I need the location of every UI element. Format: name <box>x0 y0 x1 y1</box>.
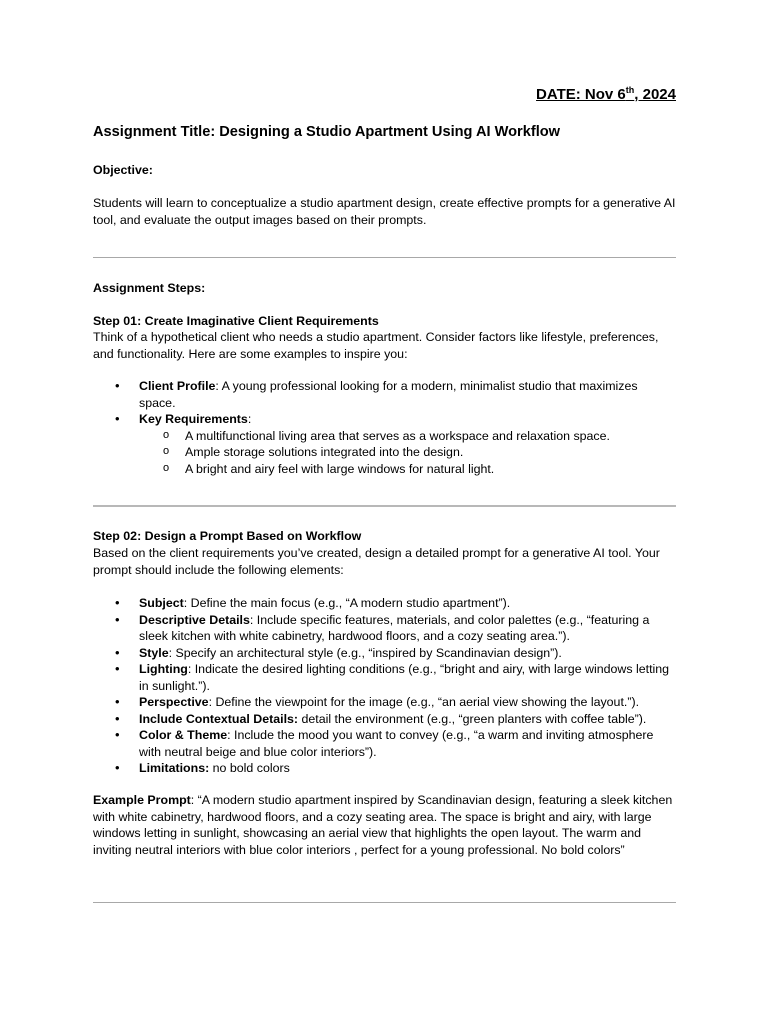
element-label: Lighting <box>139 662 188 676</box>
divider <box>93 902 676 903</box>
element-text: : Include specific features, materials, and color palettes (e.g., “featuring a sleek kitchen with white cabinetry, hardwood floors, and a cozy seating area.”). <box>139 612 650 643</box>
element-label: Limitations: <box>139 761 210 775</box>
sub-list-item: o Ample storage solutions integrated into the design. <box>93 444 676 461</box>
element-text: : Indicate the desired lighting conditions (e.g., “bright and airy, with large windows letting in sunlight.”). <box>139 662 670 693</box>
element-text: : Define the main focus (e.g., “A modern studio apartment”). <box>183 596 511 610</box>
date-text: DATE: Nov 6 <box>536 86 626 103</box>
sub-list-item: o A multifunctional living area that serves as a workspace and relaxation space. <box>93 428 676 445</box>
date-year: , 2024 <box>634 86 676 103</box>
steps-heading: Assignment Steps: <box>93 281 206 295</box>
element-label: Descriptive Details <box>139 612 250 627</box>
key-requirements-label: Key Requirements <box>139 412 248 426</box>
objective-heading: Objective: <box>93 163 153 177</box>
list-item <box>93 661 676 694</box>
list-item <box>93 760 676 777</box>
step2-heading: Step 02: Design a Prompt Based on Workflow <box>93 529 362 543</box>
assignment-title: Assignment Title: Designing a Studio Apartment Using AI Workflow <box>93 124 561 140</box>
element-label: Subject <box>139 596 184 610</box>
list-item <box>93 612 676 645</box>
element-text: no bold colors <box>209 761 290 775</box>
element-text: : Specify an architectural style (e.g., “inspired by Scandinavian design”). <box>168 645 562 660</box>
element-label: Perspective <box>139 695 209 709</box>
client-profile-text: : A young professional looking for a modern, minimalist studio that maximizes space. <box>139 379 638 410</box>
date-ordinal: th <box>625 85 635 95</box>
document-date <box>536 87 676 104</box>
step1-heading: Step 01: Create Imaginative Client Requirements <box>93 314 379 328</box>
example-prompt <box>93 792 676 858</box>
divider <box>93 257 676 258</box>
objective-text: Students will learn to conceptualize a studio apartment design, create effective prompts for a generative AI tool, and evaluate the output images based on their prompts. <box>93 196 676 227</box>
list-item <box>93 645 676 662</box>
list-item <box>93 378 676 411</box>
step2-intro: Based on the client requirements you’ve created, design a detailed prompt for a generative AI tool. Your prompt should include the following elements: <box>93 546 660 577</box>
example-prompt-label: Example Prompt <box>93 793 191 807</box>
sub-list-item: o A bright and airy feel with large windows for natural light. <box>93 461 676 478</box>
element-text: : Define the viewpoint for the image (e.g., “an aerial view showing the layout.”). <box>208 695 640 709</box>
element-text: : Include the mood you want to convey (e.g., “a warm and inviting atmosphere with neutral beige and blue color interiors”). <box>139 728 654 759</box>
element-text: detail the environment (e.g., “green planters with coffee table”). <box>298 711 647 726</box>
element-label: Style <box>139 645 169 660</box>
step1-list <box>93 378 676 477</box>
divider <box>93 505 676 507</box>
list-item <box>93 711 676 728</box>
client-profile-label: Client Profile <box>139 379 216 393</box>
key-requirements-colon: : <box>247 412 252 426</box>
list-item <box>93 411 676 428</box>
step1-intro: Think of a hypothetical client who needs a studio apartment. Consider factors like lifestyle, preferences, and functionality. Here are some examples to inspire you: <box>93 330 659 361</box>
list-item <box>93 694 676 711</box>
element-label: Include Contextual Details: <box>139 711 299 726</box>
step2-list <box>93 595 676 777</box>
example-prompt-text: : “A modern studio apartment inspired by Scandinavian design, featuring a sleek kitchen with white cabinetry, hardwood floors, and a cozy seating area. The space is bright and airy, with large windows letting in sunlight, showcasing an aerial view that highlights the open layout. The warm and inviting neutral interiors with blue color interiors , perfect for a young professional. No bold colors” <box>93 793 673 857</box>
list-item <box>93 727 676 760</box>
element-label: Color & Theme <box>139 728 228 742</box>
list-item <box>93 595 676 612</box>
